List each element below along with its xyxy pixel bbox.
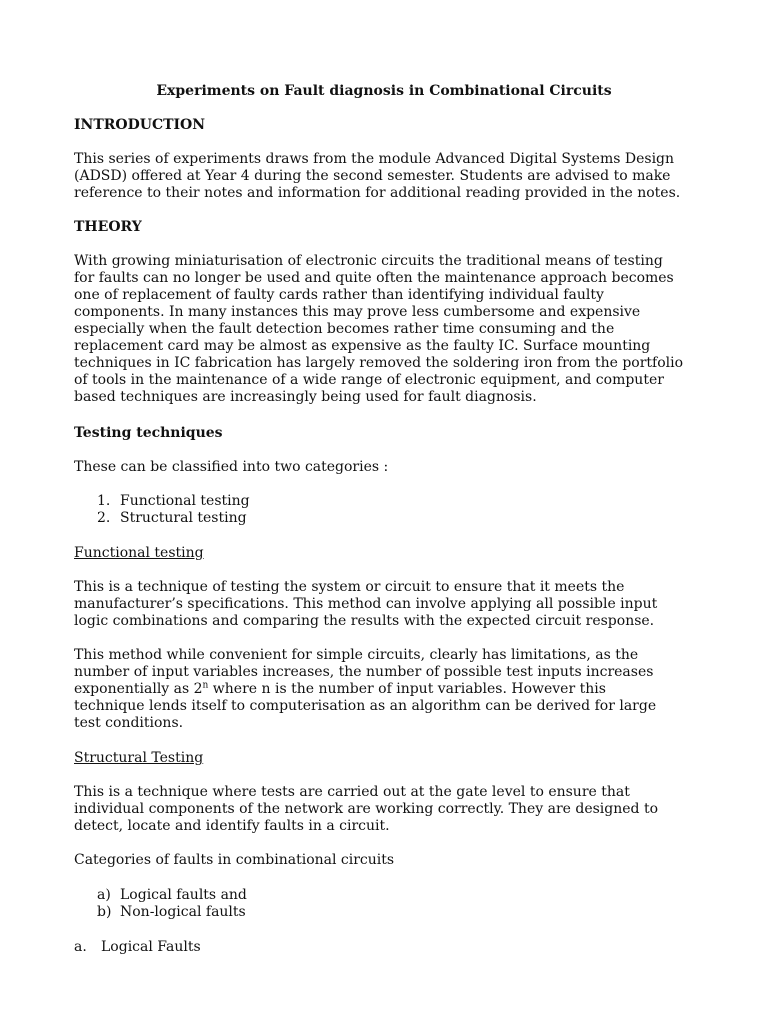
text-line: individual components of the network are working correctly. They are designed to: [74, 801, 659, 817]
text-line: This series of experiments draws from the module Advanced Digital Systems Design: [74, 151, 675, 167]
text-line: number of input variables increases, the number of possible test inputs increases: [74, 664, 654, 680]
text-line: [74, 681, 724, 698]
text-line: This method while convenient for simple circuits, clearly has limitations, as the: [74, 647, 639, 663]
text-line: for faults can no longer be used and quite often the maintenance approach becomes: [74, 270, 674, 286]
text-line: especially when the fault detection becomes rather time consuming and the: [74, 321, 615, 337]
list-marker: 2.: [97, 510, 111, 526]
introduction-paragraph: [74, 151, 724, 202]
list-marker: a.: [74, 939, 87, 955]
categories-intro: These can be classified into two categories :: [74, 459, 389, 475]
list-text: Functional testing: [120, 493, 250, 509]
list-marker: 1.: [97, 493, 111, 509]
text-line: test conditions.: [74, 715, 184, 731]
text-line: manufacturer’s specifications. This method can involve applying all possible input: [74, 596, 658, 612]
structural-paragraph: [74, 784, 724, 835]
text-line: (ADSD) offered at Year 4 during the second semester. Students are advised to make: [74, 168, 671, 184]
faults-intro: Categories of faults in combinational circuits: [74, 852, 395, 868]
exponent: n: [202, 680, 209, 691]
list-marker: b): [97, 904, 112, 920]
list-text: Logical Faults: [101, 939, 201, 955]
text-line: based techniques are increasingly being used for fault diagnosis.: [74, 389, 537, 405]
document-title: Experiments on Fault diagnosis in Combinational Circuits: [156, 83, 612, 99]
text-line: This is a technique where tests are carried out at the gate level to ensure that: [74, 784, 630, 800]
text-line: logic combinations and comparing the results with the expected circuit response.: [74, 613, 655, 629]
testing-techniques-heading: Testing techniques: [74, 425, 223, 441]
functional-paragraph-1: [74, 579, 724, 630]
text-line: components. In many instances this may prove less cumbersome and expensive: [74, 304, 641, 320]
text-line: replacement card may be almost as expensive as the faulty IC. Surface mounting: [74, 338, 651, 354]
list-text: Logical faults and: [120, 887, 247, 903]
text-fragment: exponentially as 2: [74, 681, 203, 697]
text-fragment: where n is the number of input variables. However this: [208, 681, 606, 697]
list-text: Structural testing: [120, 510, 247, 526]
theory-paragraph: [74, 253, 724, 406]
text-line: one of replacement of faulty cards rather than identifying individual faulty: [74, 287, 604, 303]
text-line: detect, locate and identify faults in a circuit.: [74, 818, 390, 834]
text-line: of tools in the maintenance of a wide range of electronic equipment, and computer: [74, 372, 664, 388]
text-line: This is a technique of testing the system or circuit to ensure that it meets the: [74, 579, 625, 595]
list-marker: a): [97, 887, 111, 903]
introduction-heading: INTRODUCTION: [74, 117, 206, 133]
text-line: With growing miniaturisation of electronic circuits the traditional means of testing: [74, 253, 663, 269]
text-line: technique lends itself to computerisation as an algorithm can be derived for large: [74, 698, 657, 714]
functional-paragraph-2: [74, 647, 724, 732]
theory-heading: THEORY: [74, 219, 142, 235]
structural-testing-heading: Structural Testing: [74, 750, 204, 766]
functional-testing-heading: Functional testing: [74, 545, 204, 561]
list-text: Non-logical faults: [120, 904, 246, 920]
text-line: reference to their notes and information for additional reading provided in the notes.: [74, 185, 681, 201]
text-line: techniques in IC fabrication has largely removed the soldering iron from the portfolio: [74, 355, 684, 371]
